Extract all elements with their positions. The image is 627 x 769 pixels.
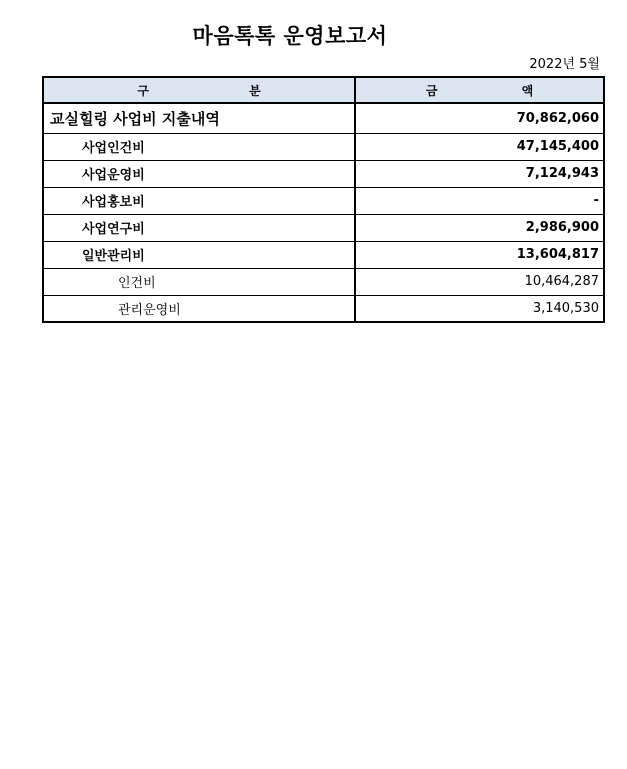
header-amount-label: 금 액 — [425, 83, 574, 98]
table-row — [43, 160, 604, 187]
row-amount: 3,140,530 — [355, 295, 604, 322]
row-amount: 13,604,817 — [355, 241, 604, 268]
row-amount: 7,124,943 — [355, 160, 604, 187]
report-title: 마음톡톡 운영보고서 — [192, 24, 388, 48]
row-amount: - — [355, 187, 604, 214]
row-label: 사업홍보비 — [43, 187, 355, 214]
row-amount: 47,145,400 — [355, 133, 604, 160]
row-label: 사업연구비 — [43, 214, 355, 241]
row-label: 사업운영비 — [43, 160, 355, 187]
header-category-label: 구 분 — [137, 83, 309, 98]
table-header-row — [43, 77, 604, 103]
table-row — [43, 295, 604, 322]
row-label: 관리운영비 — [43, 295, 355, 322]
row-label: 일반관리비 — [43, 241, 355, 268]
row-amount: 2,986,900 — [355, 214, 604, 241]
row-label: 사업인건비 — [43, 133, 355, 160]
table-row — [43, 268, 604, 295]
row-label: 교실힐링 사업비 지출내역 — [43, 103, 355, 133]
table-row — [43, 241, 604, 268]
table-row — [43, 187, 604, 214]
report-date: 2022년 5월 — [529, 57, 600, 72]
header-category — [43, 77, 355, 103]
row-label: 인건비 — [43, 268, 355, 295]
row-amount: 70,862,060 — [355, 103, 604, 133]
header-amount — [355, 77, 604, 103]
table-row — [43, 103, 604, 133]
row-amount: 10,464,287 — [355, 268, 604, 295]
table-row — [43, 133, 604, 160]
expense-table — [42, 76, 605, 323]
table-row — [43, 214, 604, 241]
